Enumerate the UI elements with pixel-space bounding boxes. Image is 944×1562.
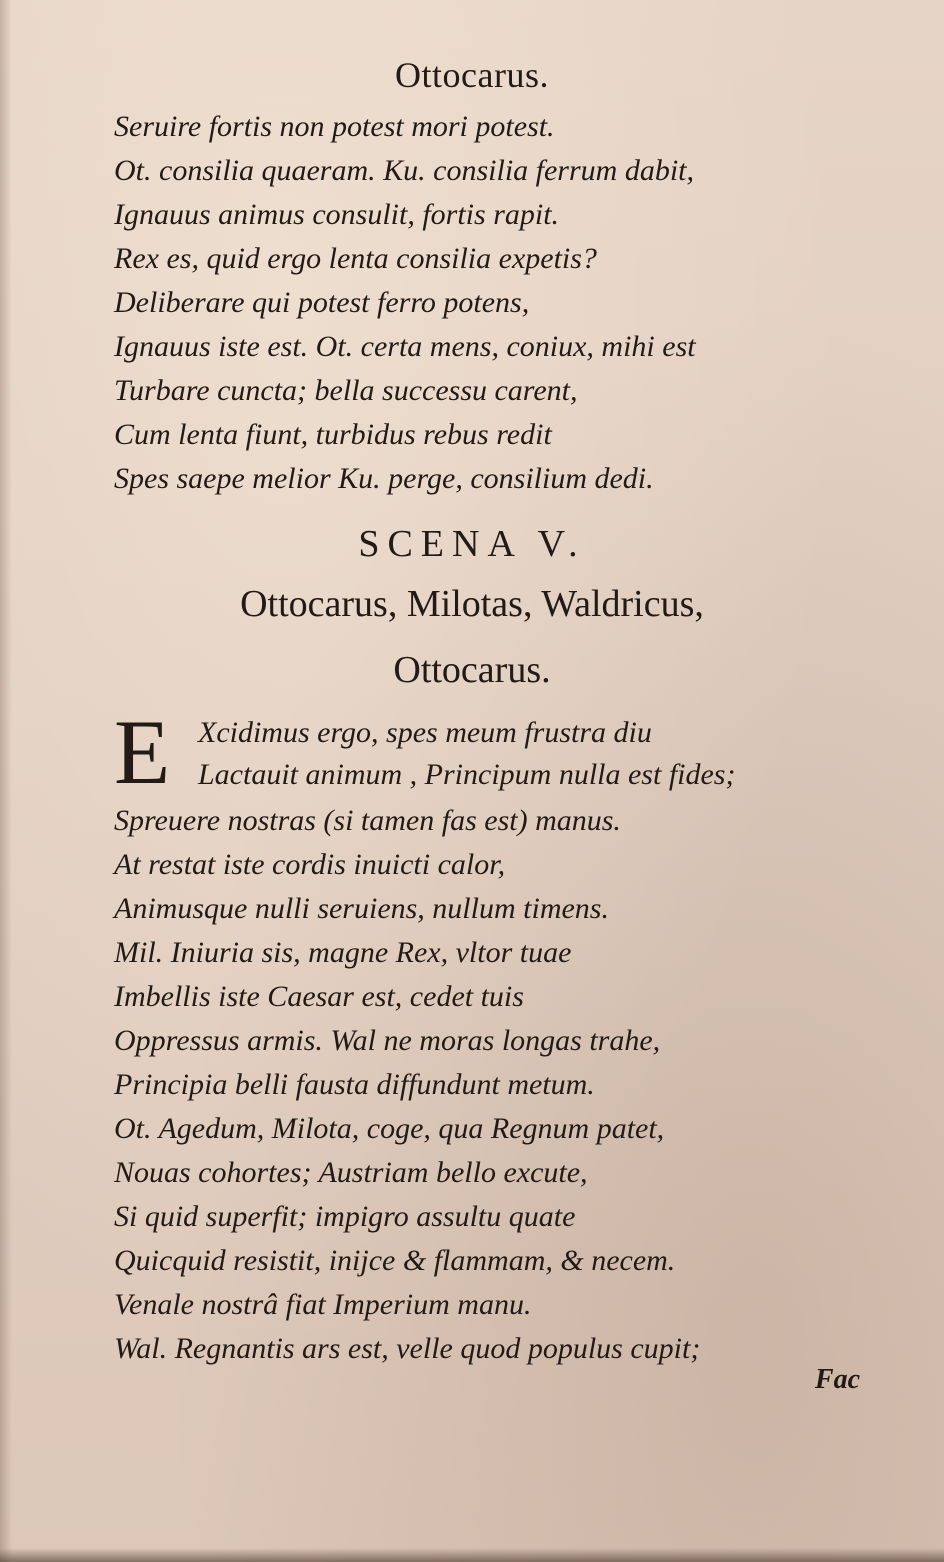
verse-line: Ot. consilia quaeram. Ku. consilia ferrum dabit, [114,154,694,187]
drop-cap-initial: E [114,701,171,803]
verse-line: Wal. Regnantis ars est, velle quod populus cupit; [114,1332,701,1365]
catchword: Fac [814,1364,860,1395]
verse-line: Cum lenta fiunt, turbidus rebus redit [114,418,552,451]
verse-line: Ot. Agedum, Milota, coge, qua Regnum patet, [114,1112,665,1145]
verse-line: Imbellis iste Caesar est, cedet tuis [114,980,524,1013]
verse-line: Seruire fortis non potest mori potest. [114,110,555,143]
verse-line: Mil. Iniuria sis, magne Rex, vltor tuae [114,936,572,969]
verse-line: Lactauit animum , Principum nulla est fides; [198,758,736,791]
verse-line: Spes saepe melior Ku. perge, consilium dedi. [114,462,654,495]
verse-line: Quicquid resistit, inijce & flammam, & necem. [114,1244,676,1277]
verse-line: Ignauus animus consulit, fortis rapit. [114,198,560,231]
verse-line: Turbare cuncta; bella successu carent, [114,374,578,407]
verse-line: At restat iste cordis inuicti calor, [114,848,506,881]
verse-line: Deliberare qui potest ferro potens, [114,286,530,319]
verse-line: Rex es, quid ergo lenta consilia expetis? [114,242,597,275]
speaker-heading: Ottocarus. [393,649,551,691]
verse-line: Nouas cohortes; Austriam bello excute, [114,1156,588,1189]
verse-line: Oppressus armis. Wal ne moras longas trahe, [114,1024,661,1057]
verse-line: Ignauus iste est. Ot. certa mens, coniux, mihi est [114,330,696,363]
verse-line: Venale nostrâ fiat Imperium manu. [114,1288,532,1321]
verse-line: Spreuere nostras (si tamen fas est) manus. [114,804,621,837]
verse-line: Animusque nulli seruiens, nullum timens. [114,892,609,925]
page-shadow-bottom [0,1548,944,1562]
scene-heading: SCENA V. [358,523,586,565]
running-head: Ottocarus. [395,55,549,95]
verse-line: Xcidimus ergo, spes meum frustra diu [198,716,652,749]
verse-line: Si quid superfit; impigro assultu quate [114,1200,576,1233]
verse-line: Principia belli fausta diffundunt metum. [114,1068,595,1101]
page-shadow-left [0,0,12,1562]
dramatis-personae: Ottocarus, Milotas, Waldricus, [240,583,704,625]
